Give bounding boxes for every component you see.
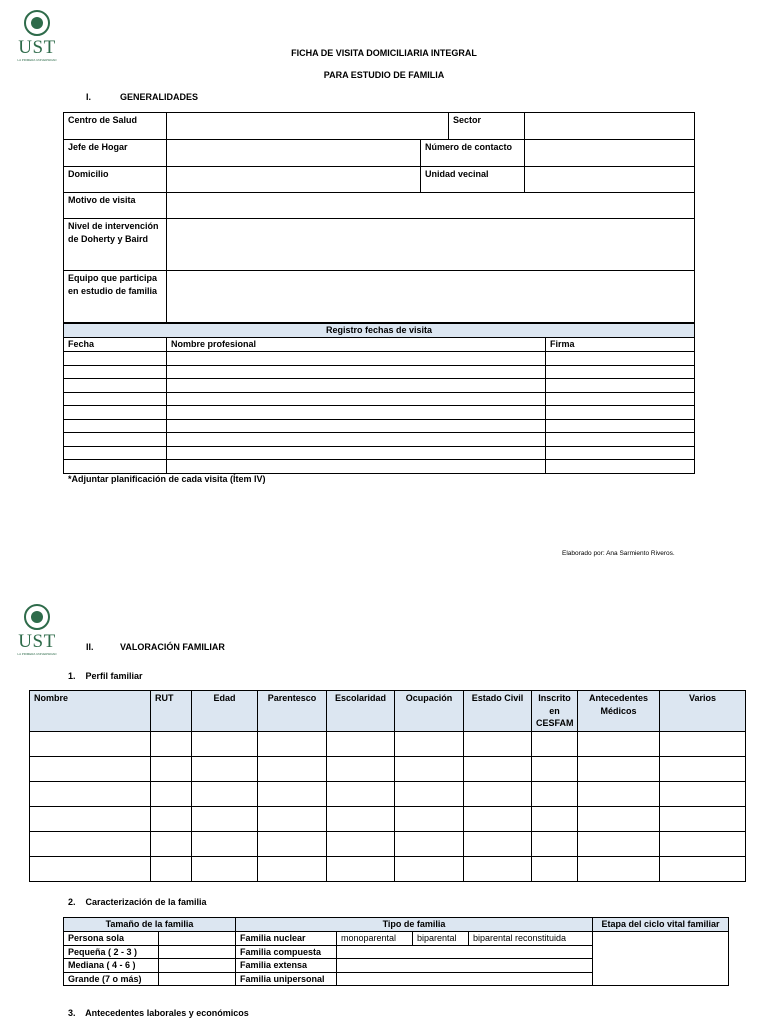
tamano-check-cell[interactable]	[159, 945, 236, 959]
subsection-antecedentes: 3. Antecedentes laborales y económicos	[68, 1008, 249, 1018]
tipo-familia-extensa: Familia extensa	[236, 959, 337, 973]
perfil-cell[interactable]	[532, 832, 578, 857]
col-parentesco: Parentesco	[258, 691, 327, 732]
generalidades-table	[63, 112, 695, 323]
perfil-cell[interactable]	[151, 757, 192, 782]
perfil-row	[30, 782, 746, 807]
perfil-cell[interactable]	[464, 857, 532, 882]
registro-header: Registro fechas de visita	[64, 324, 695, 338]
perfil-cell[interactable]	[578, 857, 660, 882]
input-equipo[interactable]	[167, 271, 695, 323]
ust-logo	[7, 604, 67, 656]
perfil-cell[interactable]	[660, 857, 746, 882]
perfil-cell[interactable]	[660, 732, 746, 757]
perfil-cell[interactable]	[578, 732, 660, 757]
tipo-familia-nuclear: Familia nuclear	[236, 932, 337, 946]
perfil-cell[interactable]	[578, 782, 660, 807]
form-title: FICHA DE VISITA DOMICILIARIA INTEGRAL	[291, 48, 477, 58]
perfil-cell[interactable]	[464, 732, 532, 757]
tipo-familia-unipersonal: Familia unipersonal	[236, 972, 337, 986]
registro-cell[interactable]	[167, 446, 546, 460]
perfil-cell[interactable]	[532, 757, 578, 782]
col-varios: Varios	[660, 691, 746, 732]
col-nombre: Nombre	[30, 691, 151, 732]
perfil-cell[interactable]	[258, 807, 327, 832]
section-title-valoracion: VALORACIÓN FAMILIAR	[120, 642, 225, 652]
registro-cell[interactable]	[546, 392, 695, 406]
label-nivel-intervencion: Nivel de intervención de Doherty y Baird	[64, 219, 167, 271]
registro-row	[64, 433, 695, 447]
registro-cell[interactable]	[64, 419, 167, 433]
registro-row	[64, 352, 695, 366]
perfil-cell[interactable]	[395, 757, 464, 782]
tipo-check-cell[interactable]	[337, 945, 593, 959]
perfil-row	[30, 732, 746, 757]
form-subtitle: PARA ESTUDIO DE FAMILIA	[323, 70, 445, 80]
perfil-cell[interactable]	[395, 857, 464, 882]
perfil-familiar-table	[29, 690, 746, 882]
registro-cell[interactable]	[167, 365, 546, 379]
registro-cell[interactable]	[167, 392, 546, 406]
registro-row	[64, 446, 695, 460]
col-firma: Firma	[546, 338, 695, 352]
perfil-cell[interactable]	[327, 832, 395, 857]
tamano-grande: Grande (7 o más)	[64, 972, 159, 986]
registro-cell[interactable]	[546, 419, 695, 433]
perfil-cell[interactable]	[464, 832, 532, 857]
perfil-cell[interactable]	[30, 832, 151, 857]
logo-text: UST	[18, 631, 56, 652]
section-title-generalidades: GENERALIDADES	[120, 92, 199, 102]
logo-text: UST	[18, 37, 56, 58]
label-numero-contacto: Número de contacto	[421, 140, 525, 167]
perfil-cell[interactable]	[532, 782, 578, 807]
tamano-check-cell[interactable]	[159, 932, 236, 946]
subsection-perfil: 1. Perfil familiar	[68, 671, 143, 681]
tamano-check-cell[interactable]	[159, 959, 236, 973]
col-nombre-profesional: Nombre profesional	[167, 338, 546, 352]
planificacion-note: *Adjuntar planificación de cada visita (Ítem IV)	[68, 474, 266, 484]
perfil-cell[interactable]	[464, 757, 532, 782]
perfil-cell[interactable]	[258, 832, 327, 857]
perfil-cell[interactable]	[395, 807, 464, 832]
registro-cell[interactable]	[167, 352, 546, 366]
tipo-check-cell[interactable]	[337, 959, 593, 973]
option-biparental-reconstituida[interactable]: biparental reconstituida	[469, 932, 593, 946]
option-monoparental[interactable]: monoparental	[337, 932, 413, 946]
author-credit: Elaborado por: Ana Sarmiento Riveros.	[562, 550, 675, 557]
registro-cell[interactable]	[64, 379, 167, 393]
input-jefe-hogar[interactable]	[167, 140, 421, 167]
registro-cell[interactable]	[546, 446, 695, 460]
header-tamano-familia: Tamaño de la familia	[64, 918, 236, 932]
perfil-cell[interactable]	[258, 757, 327, 782]
perfil-cell[interactable]	[30, 807, 151, 832]
perfil-cell[interactable]	[258, 857, 327, 882]
input-motivo-visita[interactable]	[167, 193, 695, 219]
perfil-cell[interactable]	[30, 757, 151, 782]
registro-cell[interactable]	[167, 406, 546, 420]
logo-tagline: LA PRIMERA UNIVERSIDAD	[17, 651, 57, 656]
input-numero-contacto[interactable]	[525, 140, 695, 167]
registro-row	[64, 392, 695, 406]
label-motivo-visita: Motivo de visita	[64, 193, 167, 219]
tipo-check-cell[interactable]	[337, 972, 593, 986]
perfil-cell[interactable]	[660, 782, 746, 807]
perfil-cell[interactable]	[578, 807, 660, 832]
perfil-cell[interactable]	[464, 807, 532, 832]
perfil-cell[interactable]	[30, 782, 151, 807]
registro-cell[interactable]	[64, 352, 167, 366]
label-equipo: Equipo que participa en estudio de familia	[64, 271, 167, 323]
perfil-cell[interactable]	[578, 832, 660, 857]
perfil-cell[interactable]	[192, 832, 258, 857]
registro-cell[interactable]	[64, 365, 167, 379]
perfil-cell[interactable]	[660, 832, 746, 857]
label-jefe-hogar: Jefe de Hogar	[64, 140, 167, 167]
input-nivel-intervencion[interactable]	[167, 219, 695, 271]
perfil-cell[interactable]	[660, 807, 746, 832]
header-tipo-familia: Tipo de familia	[236, 918, 593, 932]
registro-cell[interactable]	[167, 379, 546, 393]
logo-tagline: LA PRIMERA UNIVERSIDAD	[17, 57, 57, 62]
registro-cell[interactable]	[546, 406, 695, 420]
registro-row	[64, 365, 695, 379]
registro-row	[64, 419, 695, 433]
input-sector[interactable]	[525, 113, 695, 140]
input-unidad-vecinal[interactable]	[525, 167, 695, 193]
label-centro-salud: Centro de Salud	[64, 113, 167, 140]
registro-cell[interactable]	[167, 460, 546, 474]
registro-visitas-table	[63, 323, 695, 474]
input-centro-salud[interactable]	[167, 113, 449, 140]
perfil-cell[interactable]	[151, 732, 192, 757]
perfil-cell[interactable]	[660, 757, 746, 782]
perfil-cell[interactable]	[327, 757, 395, 782]
option-biparental[interactable]: biparental	[413, 932, 469, 946]
label-sector: Sector	[449, 113, 525, 140]
perfil-row	[30, 757, 746, 782]
perfil-cell[interactable]	[192, 732, 258, 757]
subsection-caracterizacion: 2. Caracterización de la familia	[68, 897, 207, 907]
registro-cell[interactable]	[546, 433, 695, 447]
perfil-cell[interactable]	[532, 857, 578, 882]
registro-row	[64, 406, 695, 420]
registro-row	[64, 379, 695, 393]
registro-cell[interactable]	[64, 460, 167, 474]
input-domicilio[interactable]	[167, 167, 421, 193]
registro-cell[interactable]	[546, 379, 695, 393]
seal-icon	[24, 604, 50, 630]
perfil-cell[interactable]	[532, 807, 578, 832]
perfil-row	[30, 807, 746, 832]
perfil-row	[30, 832, 746, 857]
etapa-ciclo-input[interactable]	[593, 932, 729, 986]
tamano-persona-sola: Persona sola	[64, 932, 159, 946]
perfil-cell[interactable]	[258, 732, 327, 757]
perfil-cell[interactable]	[192, 757, 258, 782]
registro-cell[interactable]	[167, 433, 546, 447]
col-escolaridad: Escolaridad	[327, 691, 395, 732]
registro-row	[64, 460, 695, 474]
perfil-cell[interactable]	[151, 832, 192, 857]
registro-cell[interactable]	[167, 419, 546, 433]
perfil-cell[interactable]	[327, 807, 395, 832]
caracterizacion-table	[63, 917, 729, 986]
perfil-cell[interactable]	[327, 857, 395, 882]
perfil-cell[interactable]	[151, 857, 192, 882]
col-inscrito-cesfam: Inscrito en CESFAM	[532, 691, 578, 732]
perfil-cell[interactable]	[30, 732, 151, 757]
registro-cell[interactable]	[64, 446, 167, 460]
perfil-cell[interactable]	[192, 807, 258, 832]
perfil-cell[interactable]	[151, 807, 192, 832]
registro-cell[interactable]	[546, 460, 695, 474]
label-domicilio: Domicilio	[64, 167, 167, 193]
registro-cell[interactable]	[64, 406, 167, 420]
perfil-cell[interactable]	[327, 732, 395, 757]
perfil-cell[interactable]	[192, 782, 258, 807]
col-edad: Edad	[192, 691, 258, 732]
tamano-pequena: Pequeña ( 2 - 3 )	[64, 945, 159, 959]
perfil-cell[interactable]	[578, 757, 660, 782]
col-fecha: Fecha	[64, 338, 167, 352]
col-rut: RUT	[151, 691, 192, 732]
section-number: II.	[86, 642, 94, 652]
tamano-check-cell[interactable]	[159, 972, 236, 986]
registro-cell[interactable]	[546, 352, 695, 366]
perfil-cell[interactable]	[30, 857, 151, 882]
perfil-cell[interactable]	[532, 732, 578, 757]
perfil-cell[interactable]	[395, 732, 464, 757]
perfil-row	[30, 857, 746, 882]
tamano-mediana: Mediana ( 4 - 6 )	[64, 959, 159, 973]
col-ocupacion: Ocupación	[395, 691, 464, 732]
col-estado-civil: Estado Civil	[464, 691, 532, 732]
perfil-cell[interactable]	[258, 782, 327, 807]
perfil-cell[interactable]	[395, 832, 464, 857]
seal-icon	[24, 10, 50, 36]
perfil-cell[interactable]	[464, 782, 532, 807]
tipo-familia-compuesta: Familia compuesta	[236, 945, 337, 959]
perfil-cell[interactable]	[327, 782, 395, 807]
perfil-cell[interactable]	[151, 782, 192, 807]
registro-cell[interactable]	[64, 392, 167, 406]
perfil-cell[interactable]	[192, 857, 258, 882]
header-etapa-ciclo: Etapa del ciclo vital familiar	[593, 918, 729, 932]
registro-cell[interactable]	[64, 433, 167, 447]
section-number: I.	[86, 92, 92, 102]
col-antecedentes-medicos: Antecedentes Médicos	[578, 691, 660, 732]
perfil-cell[interactable]	[395, 782, 464, 807]
label-unidad-vecinal: Unidad vecinal	[421, 167, 525, 193]
registro-cell[interactable]	[546, 365, 695, 379]
